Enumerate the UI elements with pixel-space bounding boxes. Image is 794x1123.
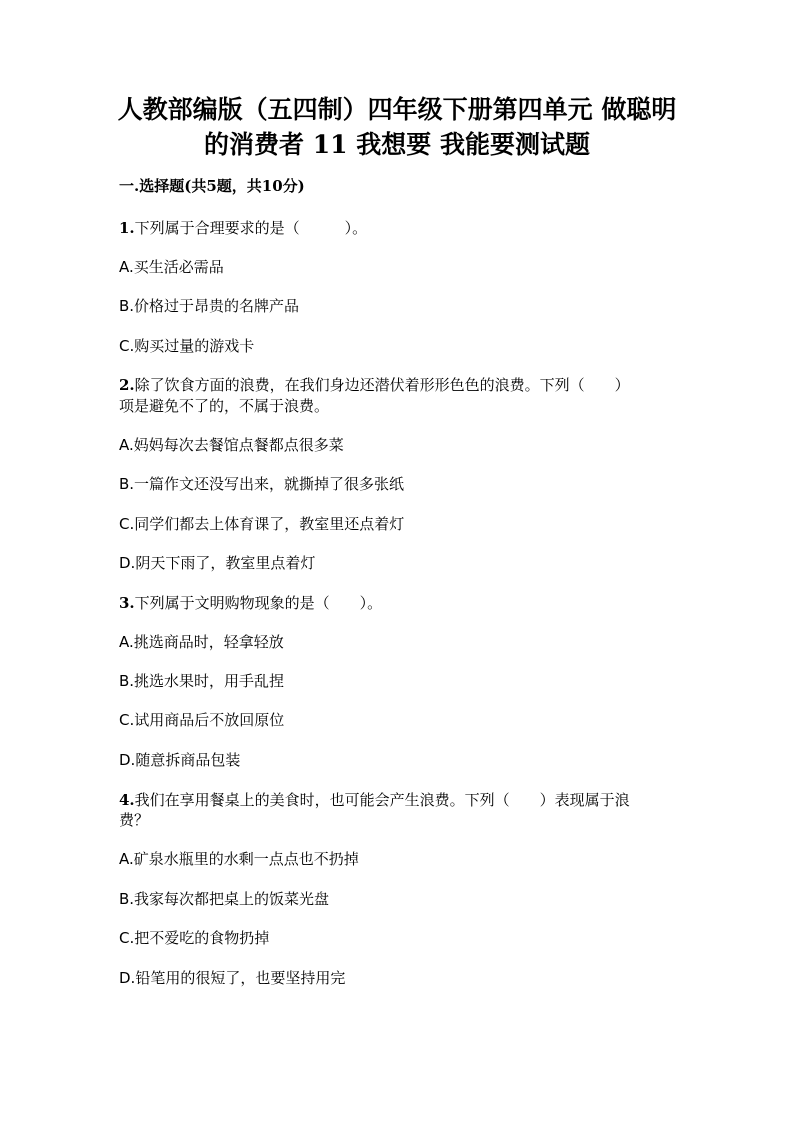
document-title-line-1: 人教部编版（五四制）四年级下册第四单元 做聪明 bbox=[117, 95, 677, 124]
question-1-option-b: B.价格过于昂贵的名牌产品 bbox=[119, 297, 300, 315]
question-4-option-d: D.铅笔用的很短了，也要坚持用完 bbox=[119, 969, 346, 987]
question-3-option-d: D.随意拆商品包装 bbox=[119, 751, 241, 769]
question-4-option-c: C.把不爱吃的食物扔掉 bbox=[119, 929, 270, 947]
question-2-option-d: D.阴天下雨了，教室里点着灯 bbox=[119, 554, 316, 572]
question-2-option-b: B.一篇作文还没写出来，就撕掉了很多张纸 bbox=[119, 475, 405, 493]
question-1-stem-text: 下列属于合理要求的是（ ）。 bbox=[134, 219, 368, 237]
question-1-number: 1. bbox=[119, 219, 135, 237]
question-3-number: 3. bbox=[119, 594, 135, 612]
question-2-stem-text-2: 项是避免不了的，不属于浪费。 bbox=[119, 397, 330, 415]
question-1-stem bbox=[119, 218, 367, 238]
question-4-stem-text-2: 费？ bbox=[119, 811, 150, 829]
question-2-number: 2. bbox=[119, 376, 135, 394]
question-3-option-a: A.挑选商品时，轻拿轻放 bbox=[119, 633, 284, 651]
question-4-option-b: B.我家每次都把桌上的饭菜光盘 bbox=[119, 890, 330, 908]
question-2-stem-text-1: 除了饮食方面的浪费，在我们身边还潜伏着形形色色的浪费。下列（ ） bbox=[134, 376, 630, 394]
question-3-stem bbox=[119, 593, 382, 613]
question-4-option-a: A.矿泉水瓶里的水剩一点点也不扔掉 bbox=[119, 850, 359, 868]
question-1-option-a: A.买生活必需品 bbox=[119, 258, 224, 276]
question-4-stem bbox=[119, 790, 630, 810]
question-2-option-a: A.妈妈每次去餐馆点餐都点很多菜 bbox=[119, 436, 344, 454]
document-title-line-2: 的消费者 11 我想要 我能要测试题 bbox=[204, 130, 590, 159]
question-4-stem-text-1: 我们在享用餐桌上的美食时，也可能会产生浪费。下列（ ）表现属于浪 bbox=[134, 791, 630, 809]
question-3-option-c: C.试用商品后不放回原位 bbox=[119, 711, 285, 729]
question-4-number: 4. bbox=[119, 791, 135, 809]
question-1-option-c: C.购买过量的游戏卡 bbox=[119, 337, 255, 355]
question-3-option-b: B.挑选水果时，用手乱捏 bbox=[119, 672, 285, 690]
question-3-stem-text: 下列属于文明购物现象的是（ ）。 bbox=[134, 594, 383, 612]
question-2-option-c: C.同学们都去上体育课了，教室里还点着灯 bbox=[119, 515, 405, 533]
section-heading: 一.选择题(共5题，共10分) bbox=[119, 177, 305, 195]
question-2-stem bbox=[119, 375, 630, 395]
